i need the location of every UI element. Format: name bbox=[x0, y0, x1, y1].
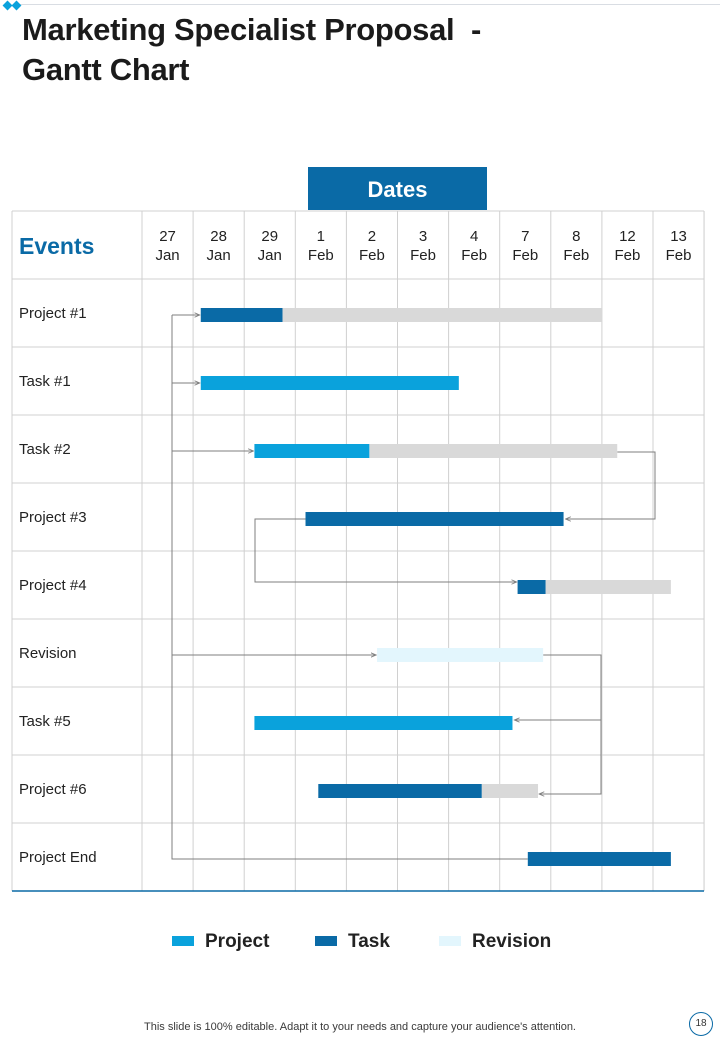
gantt-bar-project bbox=[254, 716, 512, 730]
gantt-bar-project bbox=[254, 444, 369, 458]
connector-task2-to-project3 bbox=[566, 452, 655, 519]
dates-header-label: Dates bbox=[367, 177, 428, 202]
date-day-label: 29 bbox=[261, 228, 279, 245]
title-line-2: Gantt Chart bbox=[22, 52, 190, 87]
legend-label-project: Project bbox=[205, 931, 270, 952]
date-day-label: 28 bbox=[210, 228, 227, 245]
page-number: 18 bbox=[689, 1012, 713, 1036]
gantt-bar-task bbox=[306, 512, 564, 526]
date-day-label: 8 bbox=[572, 228, 581, 245]
gantt-bar-project bbox=[201, 376, 459, 390]
legend-label-task: Task bbox=[348, 931, 390, 952]
footer-note: This slide is 100% editable. Adapt it to your needs and capture your audience's attention. bbox=[144, 1021, 576, 1033]
row-label: Project #4 bbox=[19, 577, 87, 594]
date-day-label: 7 bbox=[521, 228, 530, 245]
gantt-bar-revision bbox=[377, 648, 543, 662]
date-month-label: Feb bbox=[359, 247, 385, 264]
row-label: Project #1 bbox=[19, 305, 87, 322]
row-label: Revision bbox=[19, 645, 77, 662]
date-month-label: Jan bbox=[206, 247, 231, 264]
gantt-bar-task bbox=[528, 852, 671, 866]
row-label: Project #6 bbox=[19, 781, 87, 798]
date-day-label: 2 bbox=[367, 228, 377, 245]
date-month-label: Feb bbox=[512, 247, 539, 264]
gantt-bar-task bbox=[318, 784, 482, 798]
legend-swatch-revision bbox=[439, 936, 461, 946]
row-label: Task #2 bbox=[19, 441, 71, 458]
events-header-label: Events bbox=[19, 233, 95, 259]
row-label: Project End bbox=[19, 849, 97, 866]
title-line-1: Marketing Specialist Proposal - bbox=[22, 12, 481, 47]
row-label: Task #1 bbox=[19, 373, 71, 390]
date-month-label: Jan bbox=[155, 247, 180, 264]
date-month-label: Feb bbox=[307, 247, 334, 264]
connector-trunk bbox=[172, 315, 528, 859]
gantt-bar-remaining bbox=[546, 580, 671, 594]
date-month-label: Feb bbox=[665, 247, 692, 264]
row-label: Project #3 bbox=[19, 509, 87, 526]
connector-revision-to-project6 bbox=[539, 655, 601, 794]
gantt-bar-remaining bbox=[369, 444, 617, 458]
legend-swatch-project bbox=[172, 936, 194, 946]
date-day-label: 3 bbox=[418, 228, 428, 245]
row-label: Task #5 bbox=[19, 713, 71, 730]
legend-swatch-task bbox=[315, 936, 337, 946]
date-day-label: 1 bbox=[316, 228, 326, 245]
date-month-label: Feb bbox=[614, 247, 641, 264]
gantt-bar-task bbox=[201, 308, 283, 322]
date-day-label: 13 bbox=[670, 228, 687, 245]
legend-label-revision: Revision bbox=[472, 931, 552, 952]
date-month-label: Feb bbox=[410, 247, 436, 264]
gantt-bar-task bbox=[518, 580, 546, 594]
date-month-label: Jan bbox=[257, 247, 282, 264]
gantt-bar-remaining bbox=[482, 784, 538, 798]
gantt-bar-remaining bbox=[283, 308, 602, 322]
date-month-label: Feb bbox=[461, 247, 488, 264]
date-day-label: 4 bbox=[469, 228, 479, 245]
date-month-label: Feb bbox=[563, 247, 590, 264]
date-day-label: 12 bbox=[619, 228, 636, 245]
date-day-label: 27 bbox=[159, 228, 176, 245]
